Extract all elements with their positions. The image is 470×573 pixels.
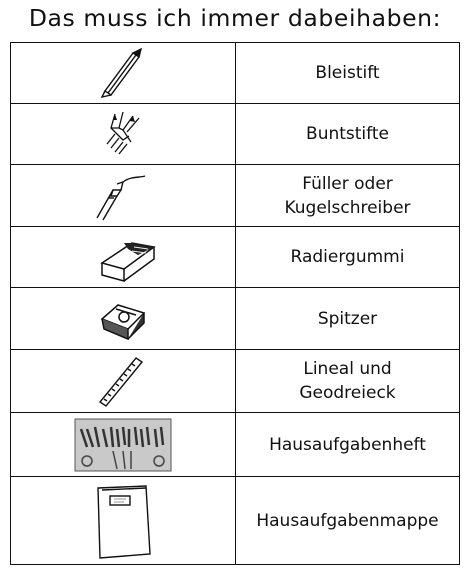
table-row: [11, 413, 460, 477]
item-label: Hausaufgabenmappe: [256, 510, 439, 531]
item-label-cell: [236, 288, 460, 350]
table-row: [11, 104, 460, 165]
item-picture-cell: [11, 165, 236, 227]
fountain-pen-icon: [83, 168, 163, 224]
page-title: Das muss ich immer dabeihaben:: [28, 4, 442, 32]
homework-book-icon: [73, 417, 173, 473]
table-row: [11, 165, 460, 227]
item-label-cell: [236, 104, 460, 165]
ruler-icon: [88, 352, 158, 410]
table-row: [11, 43, 460, 104]
item-picture-cell: [11, 288, 236, 350]
table-row: [11, 350, 460, 413]
item-label: Bleistift: [315, 63, 380, 83]
item-picture-cell: [11, 43, 236, 104]
item-label: Füller oder Kugelschreiber: [284, 173, 411, 218]
item-label-cell: [236, 350, 460, 413]
colored-pencils-icon: [93, 106, 153, 162]
item-label: Hausaufgabenheft: [269, 434, 426, 455]
eraser-icon: [78, 229, 168, 285]
item-label: Lineal und Geodreieck: [299, 359, 396, 403]
item-label: Spitzer: [317, 308, 378, 329]
sharpener-icon: [88, 291, 158, 347]
item-picture-cell: [11, 413, 236, 477]
item-picture-cell: [11, 350, 236, 413]
item-label: Radiergummi: [290, 247, 405, 267]
item-label: Buntstifte: [306, 124, 389, 144]
table-row: [11, 288, 460, 350]
item-label-cell: [236, 227, 460, 288]
item-picture-cell: [11, 477, 236, 565]
table-row: [11, 227, 460, 288]
item-label-cell: [236, 413, 460, 477]
supplies-table: [10, 42, 460, 565]
item-picture-cell: [11, 104, 236, 165]
item-label-cell: [236, 43, 460, 104]
item-label-cell: [236, 477, 460, 565]
table-row: [11, 477, 460, 565]
pencil-icon: [93, 45, 153, 101]
homework-folder-icon: [88, 480, 158, 562]
item-label-cell: [236, 165, 460, 227]
item-picture-cell: [11, 227, 236, 288]
